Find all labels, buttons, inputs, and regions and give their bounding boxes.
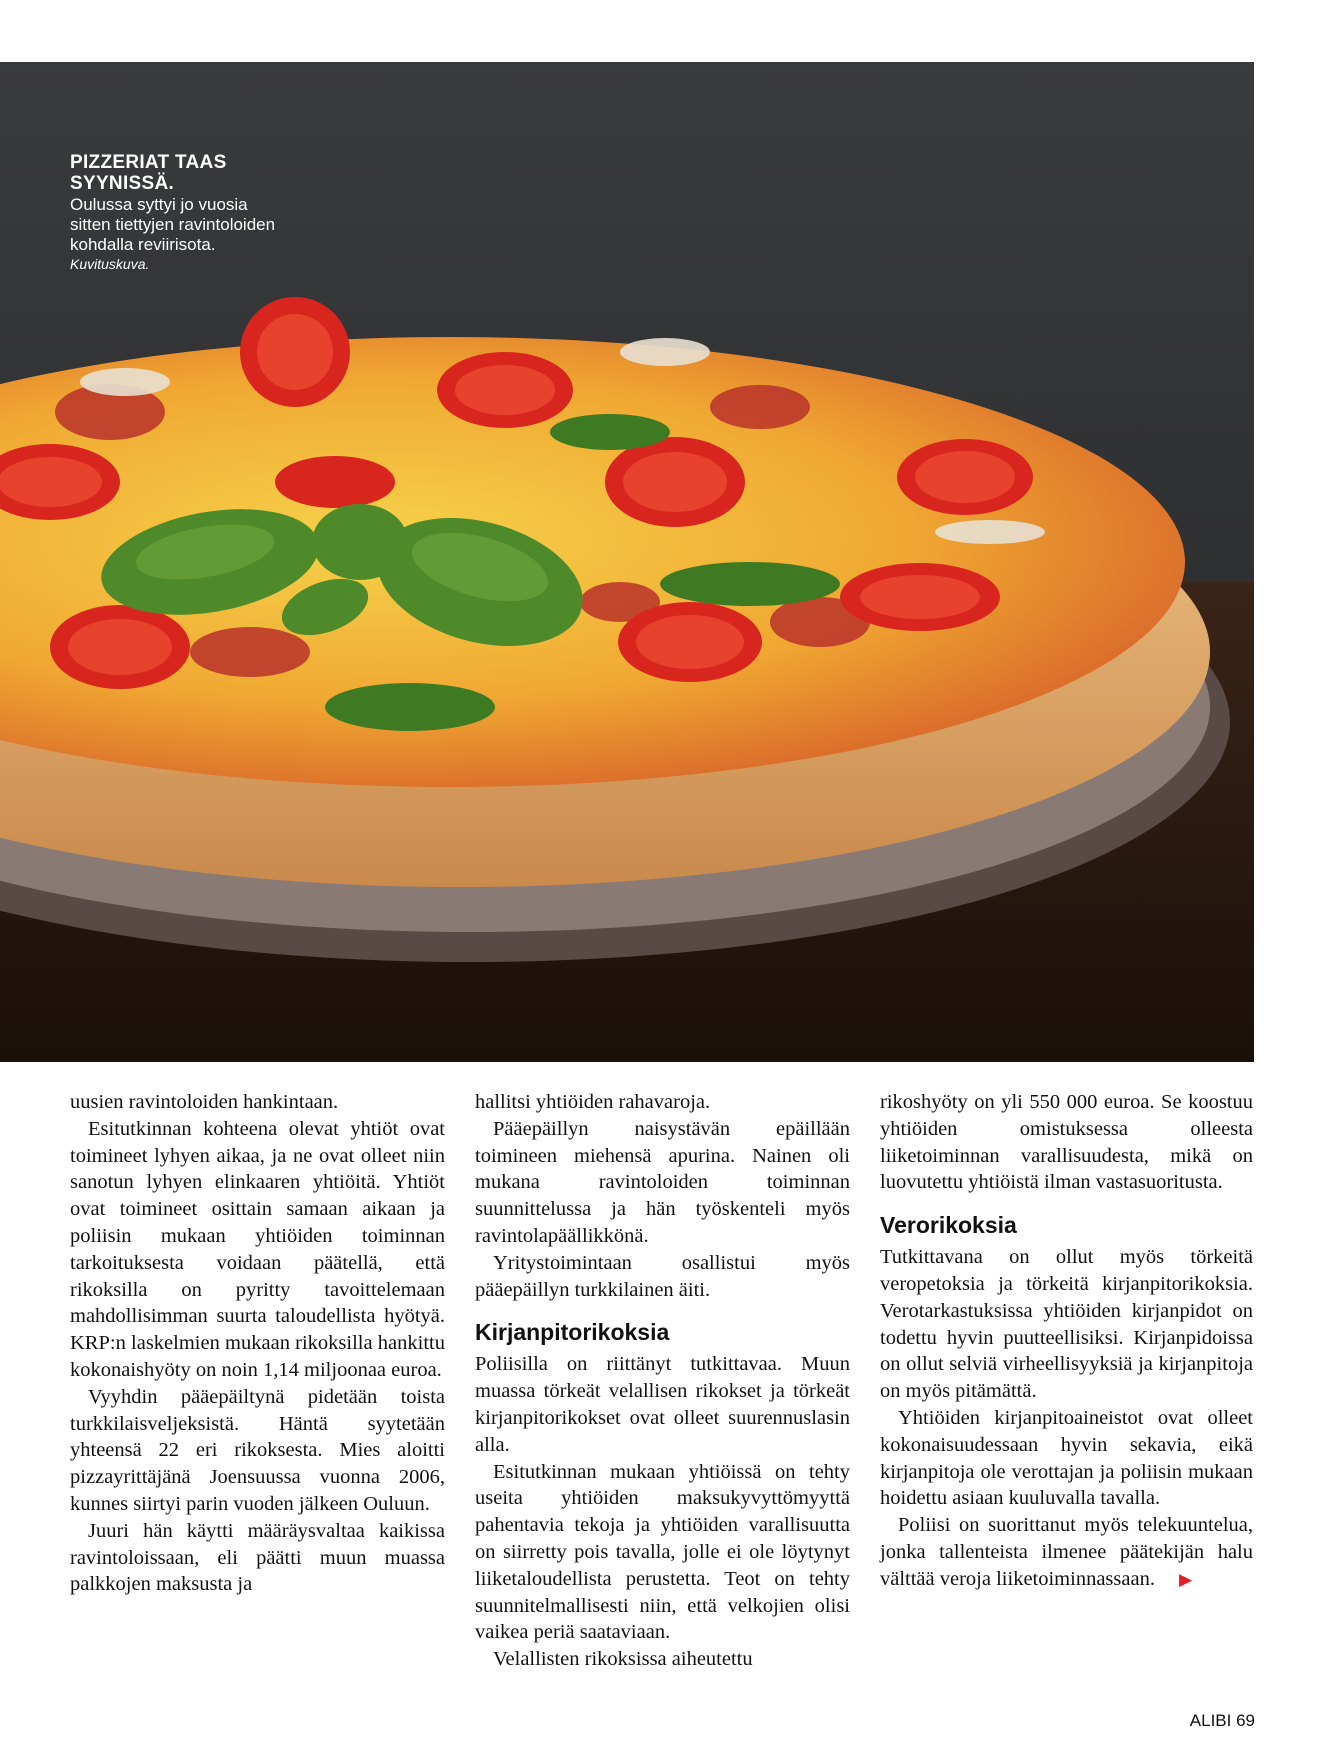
end-of-article-triangle-icon: ▶ <box>1178 1569 1193 1590</box>
paragraph: Pääepäillyn naisystävän epäillään toimineen miehensä apurina. Nainen oli mukana ravintoloiden toiminnan suunnittelussa ja hän työskenteli myös ravintolapäällikkönä. <box>475 1117 850 1247</box>
paragraph-text: Poliisi on suorittanut myös telekuuntelua, jonka tallenteista ilmenee päätekijän halu välttää veroja liiketoiminnassaan. <box>880 1514 1253 1590</box>
paragraph: uusien ravintoloiden hankintaan. <box>70 1091 339 1113</box>
pizza-photo <box>0 62 1254 1062</box>
paragraph: Yhtiöiden kirjanpitoaineistot ovat olleet kokonaisuudessaan hyvin sekavia, eikä kirjanpitoja ole verottajan ja poliisin mukaan hoidettu asiaan kuuluvalla tavalla. <box>880 1406 1253 1510</box>
paragraph: Yritystoimintaan osallistui myös pääepäillyn turkkilainen äiti. <box>475 1251 850 1301</box>
paragraph: Tutkittavana on ollut myös törkeitä veropetoksia ja törkeitä kirjanpitorikoksia. Verotarkastuksissa yhtiöiden kirjanpidot on todettu hyvin puutteellisiksi. Kirjanpidoissa on ollut selviä virheellisyyksiä ja kirjanpitoja on myös pitämättä. <box>880 1246 1253 1403</box>
subheading-kirjanpitorikoksia: Kirjanpitorikoksia <box>475 1319 670 1346</box>
caption-title: PIZZERIAT TAAS SYYNISSÄ. <box>70 152 227 194</box>
paragraph: hallitsi yhtiöiden rahavaroja. <box>475 1091 711 1113</box>
column-3 <box>880 1089 1253 1594</box>
paragraph: Esitutkinnan mukaan yhtiöissä on tehty useita yhtiöiden maksukyvyttömyyttä pahentavia tekoja ja yhtiöiden varallisuutta on siirretty pois tavalla, jolle ei ole löytynyt liiketaloudellista perustetta. Teot on tehty suunnitelmallisesti niin, että velkojien olisi vaikea periä saataviaan. <box>475 1460 850 1644</box>
paragraph: Vyyhdin pääepäiltynä pidetään toista turkkilaisveljeksistä. Häntä syytetään yhteensä 22 eri rikoksesta. Mies aloitti pizzayrittäjänä Joensuussa vuonna 2006, kunnes siirtyi parin vuoden jälkeen Ouluun. <box>70 1385 445 1515</box>
paragraph: Esitutkinnan kohteena olevat yhtiöt ovat toimineet lyhyen aikaa, ja ne ovat olleet niin sanotun lyhyen elinkaaren yhtiöitä. Yhtiöt ovat toimineet osittain samaan aikaan ja poliisin mukaan yhtiöiden toiminnan tarkoituksesta voidaan päätellä, että rikoksilla on pyritty tavoittelemaan mahdollisimman suurta taloudellista hyötyä. KRP:n laskelmien mukaan rikoksilla hankittu kokonaishyöty on noin 1,14 miljoonaa euroa. <box>70 1117 445 1381</box>
paragraph: Juuri hän käytti määräysvaltaa kaikissa ravintoloissaan, eli päätti muun muassa palkkojen maksusta ja <box>70 1519 445 1596</box>
column-1 <box>70 1089 445 1598</box>
paragraph: rikoshyöty on yli 550 000 euroa. Se koostuu yhtiöiden omistuksessa olleesta liiketoiminnan varallisuudesta, mikä on luovutettu yhtiöistä ilman vastasuoritusta. <box>880 1091 1253 1194</box>
column-2 <box>475 1089 850 1673</box>
paragraph: Velallisten rikoksissa aiheutettu <box>493 1648 753 1671</box>
photo-caption <box>70 152 290 274</box>
paragraph <box>880 1512 1253 1593</box>
caption-credit: Kuvituskuva. <box>70 256 150 272</box>
paragraph: Poliisilla on riittänyt tutkittavaa. Muun muassa törkeät velallisen rikokset ja törkeät kirjanpitorikokset ovat olleet suurennuslasin alla. <box>475 1353 850 1456</box>
caption-text: Oulussa syttyi jo vuosia sitten tiettyjen ravintoloiden kohdalla reviirisota. <box>70 195 276 254</box>
subheading-verorikoksia: Verorikoksia <box>880 1212 1017 1239</box>
page-folio: ALIBI 69 <box>1189 1711 1255 1730</box>
